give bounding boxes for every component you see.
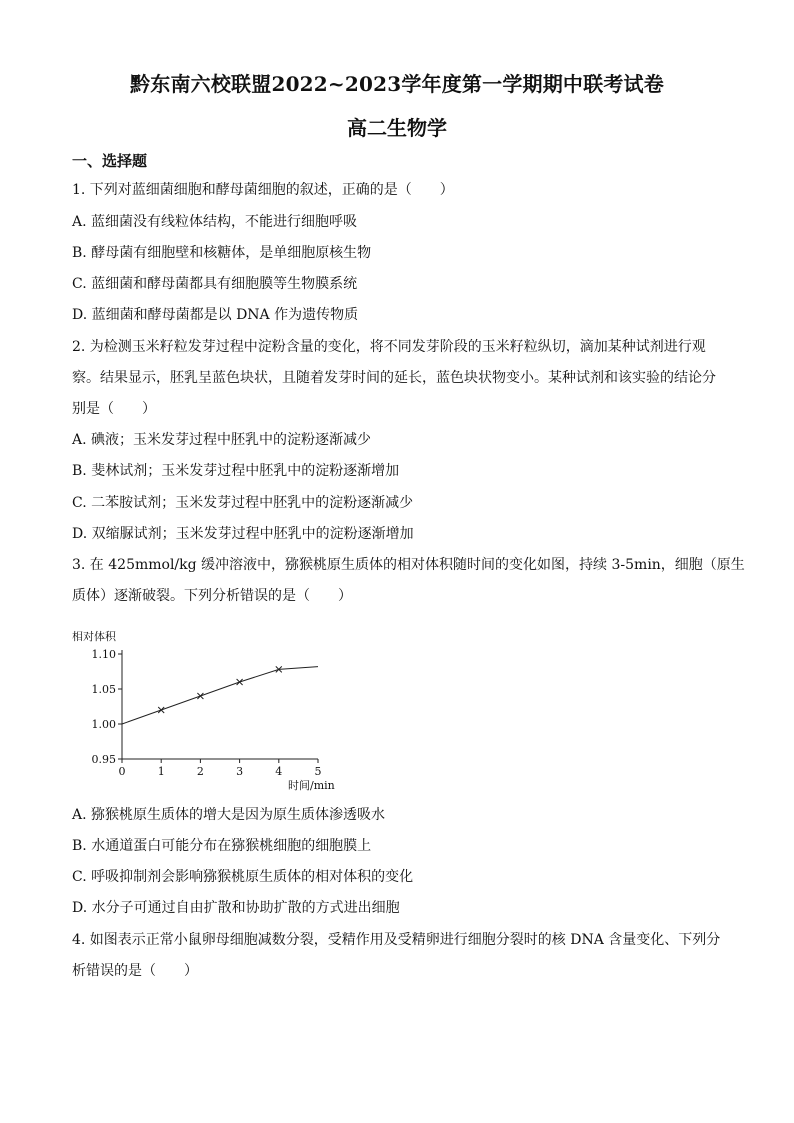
x-tick-label: 1 — [157, 765, 165, 778]
q2-stem-line3: 别是（ ） — [72, 401, 156, 417]
exam-subject: 高二生物学 — [347, 116, 447, 140]
x-tick-label: 2 — [196, 765, 204, 778]
x-tick-label: 5 — [314, 765, 322, 778]
y-tick-label: 1.10 — [91, 648, 116, 661]
q1-stem: 1. 下列对蓝细菌细胞和酵母菌细胞的叙述，正确的是（ ） — [72, 182, 454, 198]
q4-stem-line2: 析错误的是（ ） — [72, 963, 198, 979]
q2-stem-line1: 2. 为检测玉米籽粒发芽过程中淀粉含量的变化，将不同发芽阶段的玉米籽粒纵切，滴加某种试剂进行观 — [72, 339, 706, 355]
data-point-marker — [158, 707, 164, 713]
q2-option-c: C. 二苯胺试剂；玉米发芽过程中胚乳中的淀粉逐渐减少 — [72, 495, 414, 511]
x-tick-label: 4 — [275, 765, 283, 778]
q1-option-c: C. 蓝细菌和酵母菌都具有细胞膜等生物膜系统 — [72, 276, 358, 292]
volume-time-chart — [64, 624, 344, 794]
q4-stem-line1: 4. 如图表示正常小鼠卵母细胞减数分裂，受精作用及受精卵进行细胞分裂时的核 DNA 含量变化、下列分 — [72, 932, 721, 948]
q2-option-a: A. 碘液；玉米发芽过程中胚乳中的淀粉逐渐减少 — [72, 432, 372, 448]
q3-option-c: C. 呼吸抑制剂会影响猕猴桃原生质体的相对体积的变化 — [72, 869, 414, 885]
q3-option-a: A. 猕猴桃原生质体的增大是因为原生质体渗透吸水 — [72, 807, 386, 823]
q3-option-d: D. 水分子可通过自由扩散和协助扩散的方式进出细胞 — [72, 900, 400, 916]
y-axis-label: 相对体积 — [72, 630, 116, 643]
x-axis-label: 时间/min — [288, 779, 335, 792]
q1-option-a: A. 蓝细菌没有线粒体结构，不能进行细胞呼吸 — [72, 214, 358, 230]
exam-title: 黔东南六校联盟2022~2023学年度第一学期期中联考试卷 — [130, 72, 664, 96]
q3-stem-line2: 质体）逐渐破裂。下列分析错误的是（ ） — [72, 588, 352, 604]
x-tick-label: 0 — [118, 765, 126, 778]
q2-option-d: D. 双缩脲试剂；玉米发芽过程中胚乳中的淀粉逐渐增加 — [72, 526, 414, 542]
q2-stem-line2: 察。结果显示，胚乳呈蓝色块状，且随着发芽时间的延长，蓝色块状物变小。某种试剂和该实验的结论分 — [72, 370, 716, 386]
q3-option-b: B. 水通道蛋白可能分布在猕猴桃细胞的细胞膜上 — [72, 838, 372, 854]
q1-option-b: B. 酵母菌有细胞壁和核糖体，是单细胞原核生物 — [72, 245, 372, 261]
q1-option-d: D. 蓝细菌和酵母菌都是以 DNA 作为遗传物质 — [72, 307, 359, 323]
data-point-marker — [197, 693, 203, 699]
y-tick-label: 1.00 — [91, 718, 116, 731]
y-tick-label: 0.95 — [91, 753, 116, 766]
series-line — [122, 667, 318, 724]
x-tick-label: 3 — [236, 765, 244, 778]
q2-option-b: B. 斐林试剂；玉米发芽过程中胚乳中的淀粉逐渐增加 — [72, 463, 400, 479]
data-point-marker — [237, 679, 243, 685]
y-tick-label: 1.05 — [91, 683, 116, 696]
section-heading: 一、选择题 — [72, 152, 148, 170]
q3-stem-line1: 3. 在 425mmol/kg 缓冲溶液中，猕猴桃原生质体的相对体积随时间的变化如图，持续 3-5min，细胞（原生 — [72, 557, 745, 573]
